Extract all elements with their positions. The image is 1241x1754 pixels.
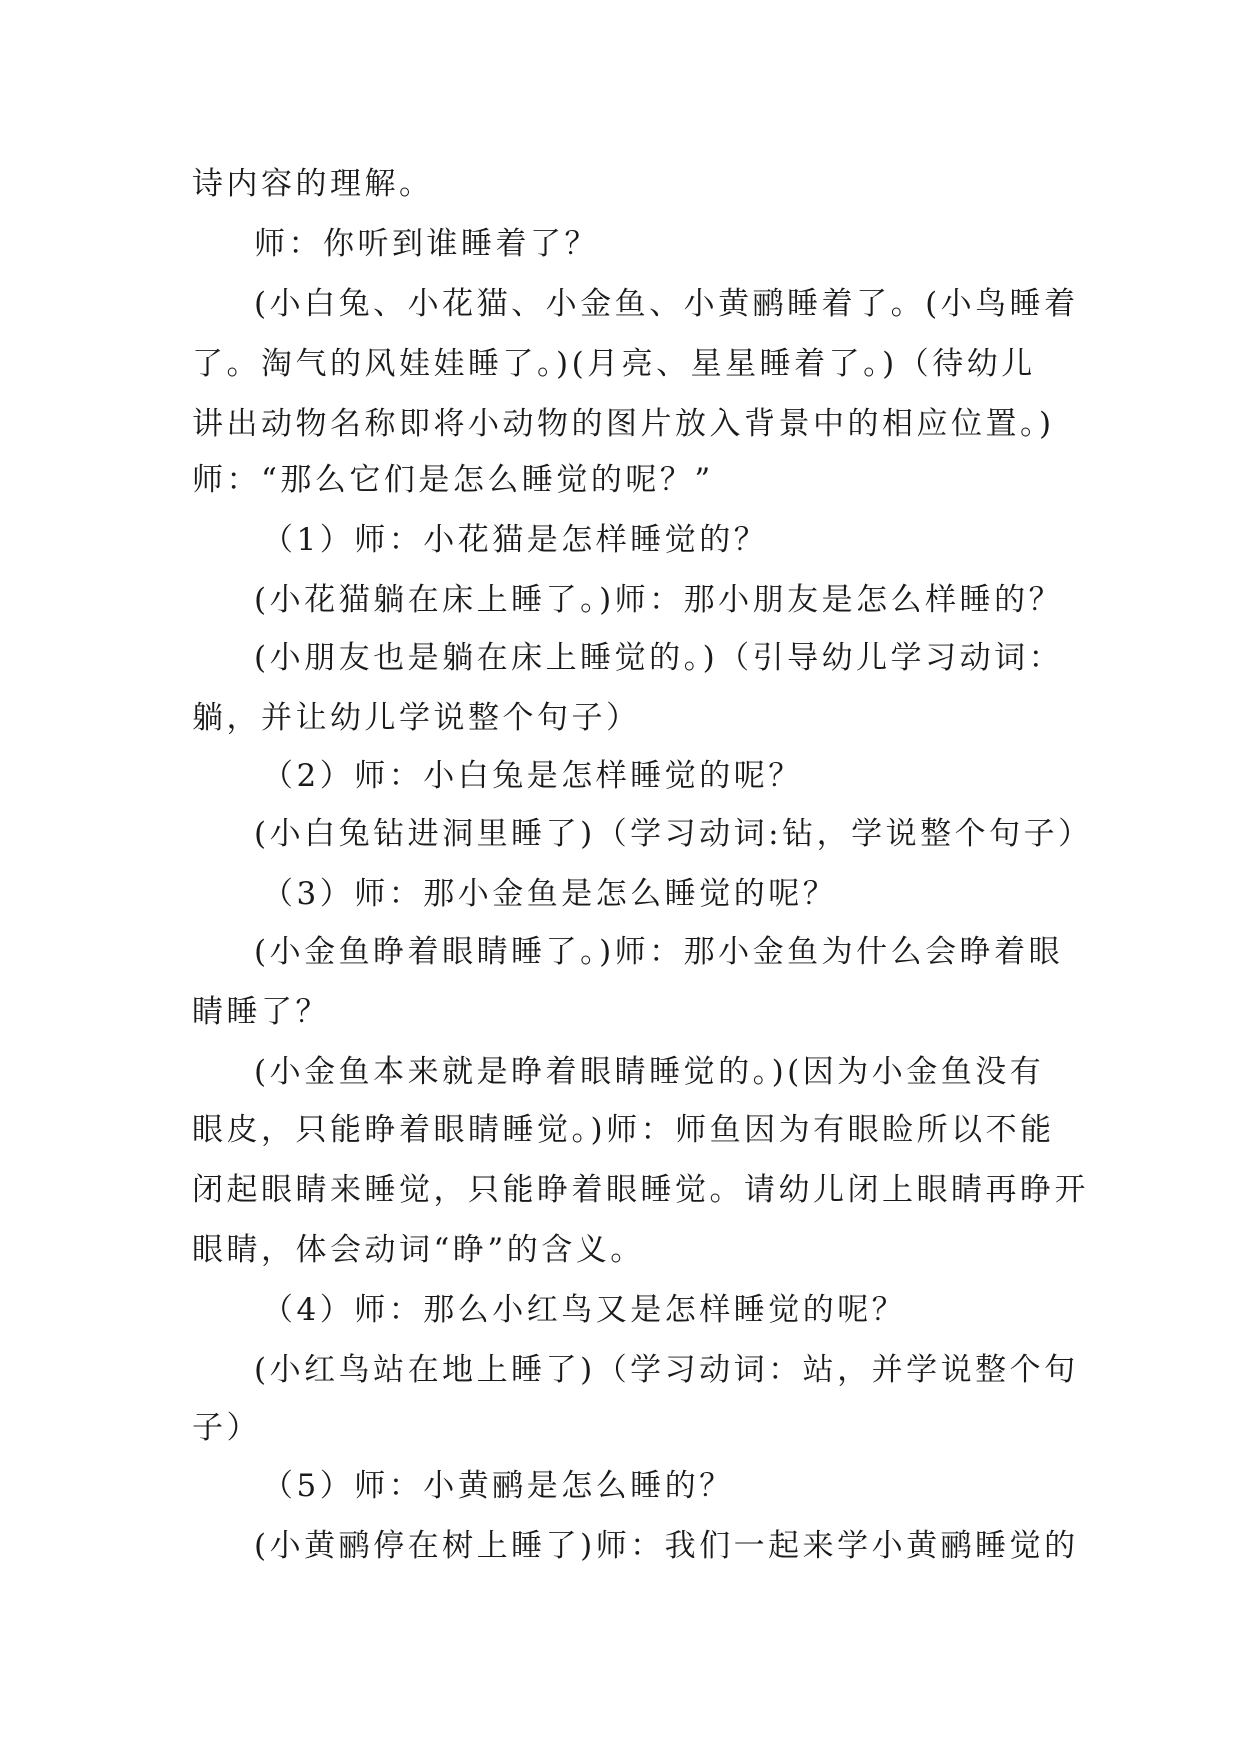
text-line: (小花猫躺在床上睡了。)师：那小朋友是怎么样睡的？ — [254, 582, 1064, 618]
text-line: 诗内容的理解。 — [192, 166, 434, 202]
text-line: 师：你听到谁睡着了？ — [254, 226, 599, 262]
text-line: 了。淘气的风娃娃睡了。)(月亮、星星睡着了。)（待幼儿 — [192, 346, 1036, 382]
text-line: (小黄鹂停在树上睡了)师：我们一起来学小黄鹂睡觉的 — [254, 1528, 1079, 1564]
text-line: (小红鸟站在地上睡了)（学习动词：站，并学说整个句 — [254, 1352, 1079, 1388]
text-line: 师：“那么它们是怎么睡觉的呢？” — [192, 462, 714, 498]
text-line: 闭起眼睛来睡觉，只能睁着眼睡觉。请幼儿闭上眼睛再睁开 — [192, 1172, 1089, 1208]
text-line: 躺，并让幼儿学说整个句子） — [192, 700, 641, 736]
text-line: (小朋友也是躺在床上睡觉的。)（引导幼儿学习动词： — [254, 640, 1064, 676]
text-line: (小白兔钻进洞里睡了)（学习动词:钻，学说整个句子） — [254, 816, 1093, 852]
text-line: 眼皮，只能睁着眼睛睡觉。)师：师鱼因为有眼睑所以不能 — [192, 1112, 1055, 1148]
text-line: （3）师：那小金鱼是怎么睡觉的呢？ — [262, 876, 838, 912]
text-line: (小白兔、小花猫、小金鱼、小黄鹂睡着了。(小鸟睡着 — [254, 286, 1079, 322]
text-line: (小金鱼本来就是睁着眼睛睡觉的。)(因为小金鱼没有 — [254, 1054, 1045, 1090]
text-line: 子） — [192, 1410, 261, 1446]
text-line: （1）师：小花猫是怎样睡觉的？ — [262, 522, 769, 558]
text-line: 讲出动物名称即将小动物的图片放入背景中的相应位置。) — [192, 406, 1055, 442]
text-line: （5）师：小黄鹂是怎么睡的？ — [262, 1468, 734, 1504]
text-line: 睛睡了？ — [192, 994, 330, 1030]
text-line: 眼睛，体会动词“睁”的含义。 — [192, 1232, 645, 1268]
text-line: （4）师：那么小红鸟又是怎样睡觉的呢？ — [262, 1292, 907, 1328]
text-line: (小金鱼睁着眼睛睡了。)师：那小金鱼为什么会睁着眼 — [254, 934, 1064, 970]
text-line: （2）师：小白兔是怎样睡觉的呢？ — [262, 758, 803, 794]
